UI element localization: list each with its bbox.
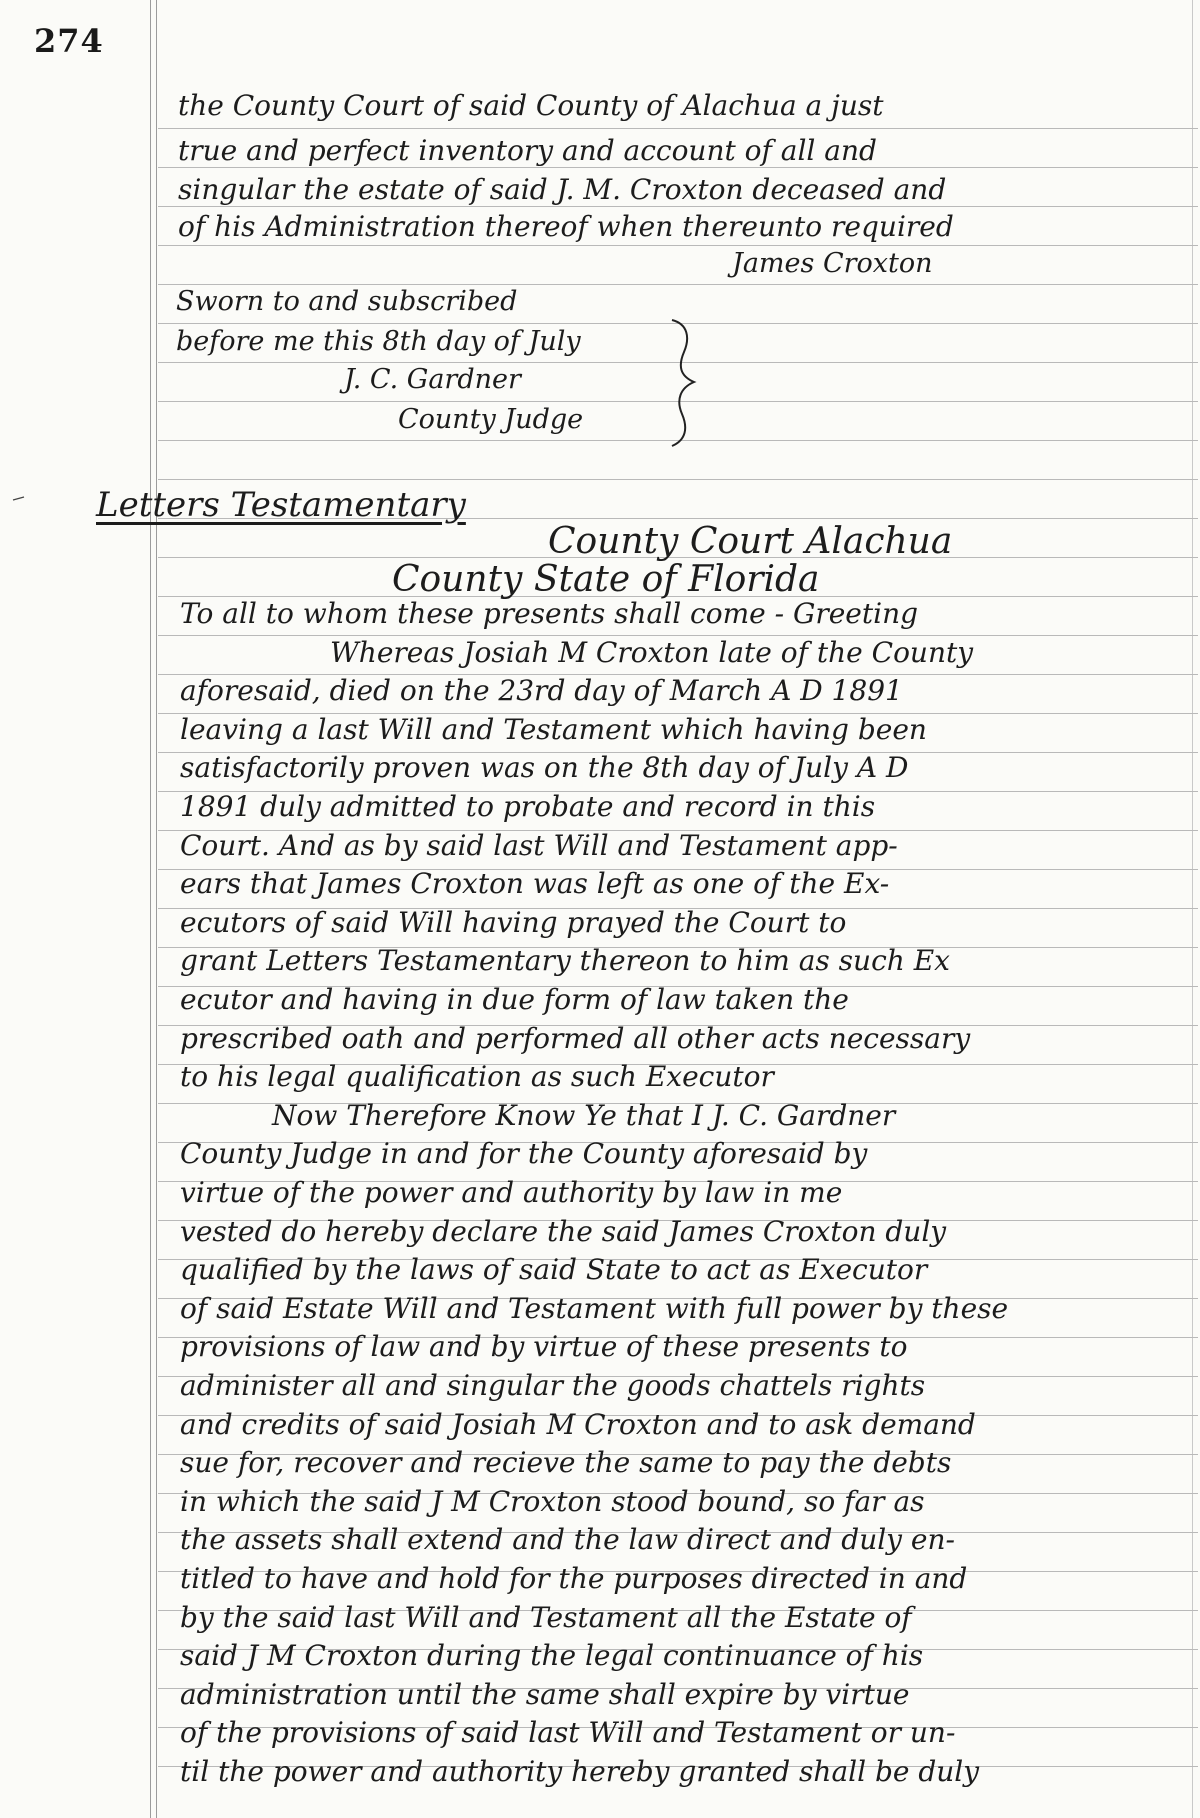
margin-tick-mark — [12, 494, 26, 504]
body-line: til the power and authority hereby granted shall be duly — [180, 1755, 980, 1788]
page-number: 274 — [34, 22, 104, 60]
body-line: sue for, recover and recieve the same to pay the debts — [180, 1446, 952, 1479]
body-line: qualified by the laws of said State to act as Executor — [180, 1253, 928, 1286]
jurat-line: before me this 8th day of July — [176, 326, 581, 357]
oath-line: true and perfect inventory and account of all and — [178, 134, 877, 167]
left-margin-rule — [150, 0, 151, 1818]
body-line: satisfactorily proven was on the 8th day of July A D — [180, 751, 909, 784]
curly-brace — [668, 318, 698, 448]
oath-line: of his Administration thereof when thereunto required — [178, 210, 954, 243]
body-line: grant Letters Testamentary thereon to him as such Ex — [180, 944, 950, 977]
court-line: County State of Florida — [392, 559, 820, 600]
ruled-line — [158, 128, 1198, 129]
body-line: the assets shall extend and the law direct and duly en- — [180, 1523, 955, 1556]
body-line: prescribed oath and performed all other acts necessary — [180, 1022, 971, 1055]
left-margin-rule-inner — [156, 0, 157, 1818]
body-line: County Judge in and for the County aforesaid by — [180, 1137, 868, 1170]
body-line: said J M Croxton during the legal continuance of his — [180, 1639, 924, 1672]
ruled-line — [158, 284, 1198, 285]
body-line: ecutor and having in due form of law taken the — [180, 983, 849, 1016]
body-line: ears that James Croxton was left as one of the Ex- — [180, 867, 890, 900]
body-line: virtue of the power and authority by law in me — [180, 1176, 843, 1209]
ruled-line — [158, 479, 1198, 480]
court-line: County Court Alachua — [548, 521, 953, 562]
right-margin-rule — [1192, 0, 1193, 1818]
ruled-line — [158, 245, 1198, 246]
body-line: to his legal qualification as such Executor — [180, 1060, 774, 1093]
body-line: Now Therefore Know Ye that I J. C. Gardner — [272, 1099, 896, 1132]
body-line: and credits of said Josiah M Croxton and to ask demand — [180, 1408, 976, 1441]
oath-line: the County Court of said County of Alachua a just — [178, 89, 884, 122]
ruled-line — [158, 167, 1198, 168]
body-line: administer all and singular the goods chattels rights — [180, 1369, 926, 1402]
body-line: Whereas Josiah M Croxton late of the County — [330, 636, 974, 669]
body-line: To all to whom these presents shall come - Greeting — [180, 597, 919, 630]
body-line: ecutors of said Will having prayed the Court to — [180, 906, 847, 939]
ruled-line — [158, 206, 1198, 207]
oath-signature: James Croxton — [732, 248, 933, 279]
body-line: aforesaid, died on the 23rd day of March A D 1891 — [180, 674, 903, 707]
body-line: titled to have and hold for the purposes directed in and — [180, 1562, 968, 1595]
jurat-judge-name: J. C. Gardner — [344, 364, 521, 395]
body-line: by the said last Will and Testament all the Estate of — [180, 1601, 912, 1634]
body-line: of the provisions of said last Will and Testament or un- — [180, 1716, 956, 1749]
body-line: vested do hereby declare the said James Croxton duly — [180, 1215, 947, 1248]
body-line: 1891 duly admitted to probate and record in this — [180, 790, 876, 823]
body-line: provisions of law and by virtue of these presents to — [180, 1330, 908, 1363]
oath-line: singular the estate of said J. M. Croxton deceased and — [178, 173, 947, 206]
body-line: administration until the same shall expire by virtue — [180, 1678, 910, 1711]
body-line: Court. And as by said last Will and Testament app- — [180, 829, 898, 862]
body-line: in which the said J M Croxton stood bound, so far as — [180, 1485, 925, 1518]
section-heading: Letters Testamentary — [96, 485, 466, 525]
body-line: of said Estate Will and Testament with full power by these — [180, 1292, 1009, 1325]
jurat-line: Sworn to and subscribed — [176, 286, 518, 317]
body-line: leaving a last Will and Testament which having been — [180, 713, 927, 746]
jurat-judge-title: County Judge — [398, 404, 584, 435]
